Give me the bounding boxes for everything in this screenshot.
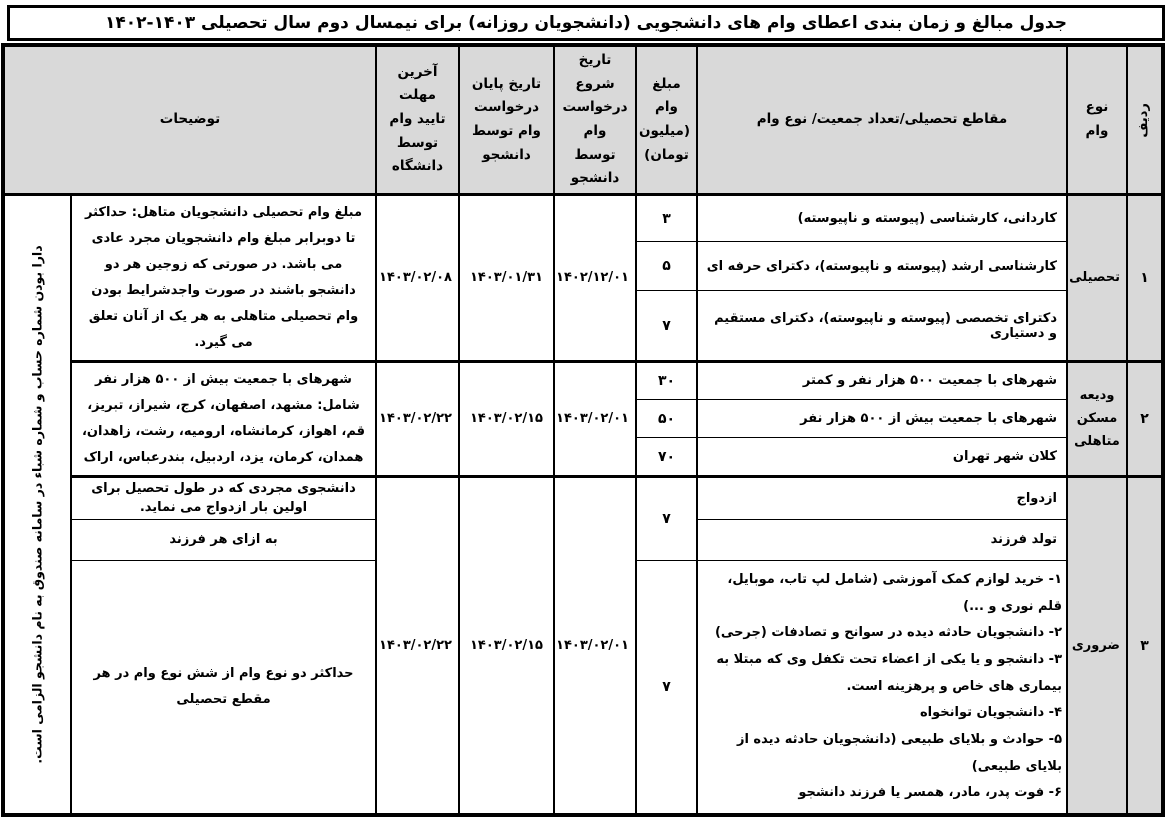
loan-schedule-table <box>1 43 1165 817</box>
row1-amount-2: ۵ <box>636 242 697 291</box>
header-start-date: تاریخ شروع درخواست وام توسط دانشجو <box>554 45 636 194</box>
row2-level-1: شهرهای با جمعیت ۵۰۰ هزار نفر و کمتر <box>697 361 1067 399</box>
row3-approve-deadline: ۱۴۰۳/۰۲/۲۲ <box>376 476 459 815</box>
row1-number: ۱ <box>1127 194 1163 361</box>
row3-start-date: ۱۴۰۳/۰۲/۰۱ <box>554 476 636 815</box>
row3-amount-marriage-child: ۷ <box>636 476 697 560</box>
table-row <box>3 361 1163 399</box>
row2-note: شهرهای با جمعیت بیش از ۵۰۰ هزار نفر شامل: مشهد، اصفهان، کرج، شیراز، تبریز، قم، اهواز، کرمانشاه، ارومیه، رشت، زاهدان، همدان، کرمان، یزد، اردبیل، بندرعباس، اراک <box>71 361 376 476</box>
row2-number: ۲ <box>1127 361 1163 476</box>
header-row-number-wrap <box>1128 47 1161 193</box>
table-row <box>3 476 1163 519</box>
emergency-case-line: ۵- حوادث و بلایای طبیعی (دانشجویان حادثه دیده از بلایای طبیعی) <box>736 731 1062 774</box>
row2-end-date: ۱۴۰۳/۰۲/۱۵ <box>459 361 554 476</box>
row1-level-3: دکترای تخصصی (پیوسته و ناپیوسته)، دکترای مستقیم و دستیاری <box>697 291 1067 361</box>
row1-level-2: کارشناسی ارشد (پیوسته و ناپیوسته)، دکترای حرفه ای <box>697 242 1067 291</box>
row2-amount-2: ۵۰ <box>636 400 697 438</box>
row1-note: مبلغ وام تحصیلی دانشجویان متاهل: حداکثر تا دوبرابر مبلغ وام دانشجویان مجرد عادی می باشد. در صورتی که زوجین هر دو دانشجو باشند در صورت واجدشرایط بودن وام تحصیلی متاهلی به هر یک از آنان تعلق می گیرد. <box>71 194 376 361</box>
row2-loan-type: ودیعه مسکن متاهلی <box>1067 361 1127 476</box>
row1-amount-1: ۳ <box>636 194 697 242</box>
emergency-case-line: ۶- فوت پدر، مادر، همسر یا فرزند دانشجو <box>798 785 1062 801</box>
row2-amount-1: ۳۰ <box>636 361 697 399</box>
page-title: جدول مبالغ و زمان بندی اعطای وام های دانشجویی (دانشجویان روزانه) برای نیمسال دوم سال تحصیلی ۱۴۰۳-۱۴۰۲ <box>7 5 1165 41</box>
emergency-case-line: ۴- دانشجویان توانخواه <box>919 705 1062 721</box>
row3-emergency-cases <box>697 560 1067 815</box>
row3-end-date: ۱۴۰۳/۰۲/۱۵ <box>459 476 554 815</box>
row1-amount-3: ۷ <box>636 291 697 361</box>
side-note-wrap <box>5 196 70 814</box>
table-row <box>3 45 1163 194</box>
side-note-cell <box>3 194 71 815</box>
emergency-case-line: ۳- دانشجو و یا یکی از اعضاء تحت تکفل وی که مبتلا به بیماری های خاص و پرهزینه است. <box>716 652 1062 694</box>
row3-amount-emergency: ۷ <box>636 560 697 815</box>
emergency-case-line: ۱- خرید لوازم کمک آموزشی (شامل لپ تاب، موبایل، قلم نوری و ...) <box>727 572 1062 614</box>
header-approve-deadline: آخرین مهلت تایید وام توسط دانشگاه <box>376 45 459 194</box>
row1-level-1: کاردانی، کارشناسی (پیوسته و ناپیوسته) <box>697 194 1067 242</box>
table-row <box>3 194 1163 242</box>
row3-number: ۳ <box>1127 476 1163 815</box>
row3-level-marriage: ازدواج <box>697 476 1067 519</box>
header-amount: مبلغ وام (میلیون تومان) <box>636 45 697 194</box>
row2-approve-deadline: ۱۴۰۳/۰۲/۲۲ <box>376 361 459 476</box>
row1-end-date: ۱۴۰۳/۰۱/۳۱ <box>459 194 554 361</box>
row1-approve-deadline: ۱۴۰۳/۰۲/۰۸ <box>376 194 459 361</box>
row2-amount-3: ۷۰ <box>636 438 697 476</box>
row1-start-date: ۱۴۰۲/۱۲/۰۱ <box>554 194 636 361</box>
header-end-date: تاریخ پایان درخواست وام توسط دانشجو <box>459 45 554 194</box>
row3-level-child-birth: تولد فرزند <box>697 519 1067 560</box>
row3-loan-type: ضروری <box>1067 476 1127 815</box>
side-note-text: دارا بودن شماره حساب و شماره شباء در سامانه صندوق به نام دانشجو الزامی است. <box>30 245 45 764</box>
emergency-case-line: ۲- دانشجویان حادثه دیده در سوانح و تصادفات (جرحی) <box>714 625 1062 641</box>
header-row-number <box>1127 45 1163 194</box>
row3-note-child-birth: به ازای هر فرزند <box>71 519 376 560</box>
row2-level-2: شهرهای با جمعیت بیش از ۵۰۰ هزار نفر <box>697 400 1067 438</box>
row1-loan-type: تحصیلی <box>1067 194 1127 361</box>
header-notes: توضیحات <box>3 45 376 194</box>
row2-level-3: کلان شهر تهران <box>697 438 1067 476</box>
row3-note-emergency: حداکثر دو نوع وام از شش نوع وام در هر مقطع تحصیلی <box>71 560 376 815</box>
row3-note-marriage: دانشجوی مجردی که در طول تحصیل برای اولین بار ازدواج می نماید. <box>71 476 376 519</box>
header-levels: مقاطع تحصیلی/تعداد جمعیت/ نوع وام <box>697 45 1067 194</box>
row2-start-date: ۱۴۰۳/۰۲/۰۱ <box>554 361 636 476</box>
header-loan-type: نوع وام <box>1067 45 1127 194</box>
header-row-number-label: ردیف <box>1136 102 1152 138</box>
